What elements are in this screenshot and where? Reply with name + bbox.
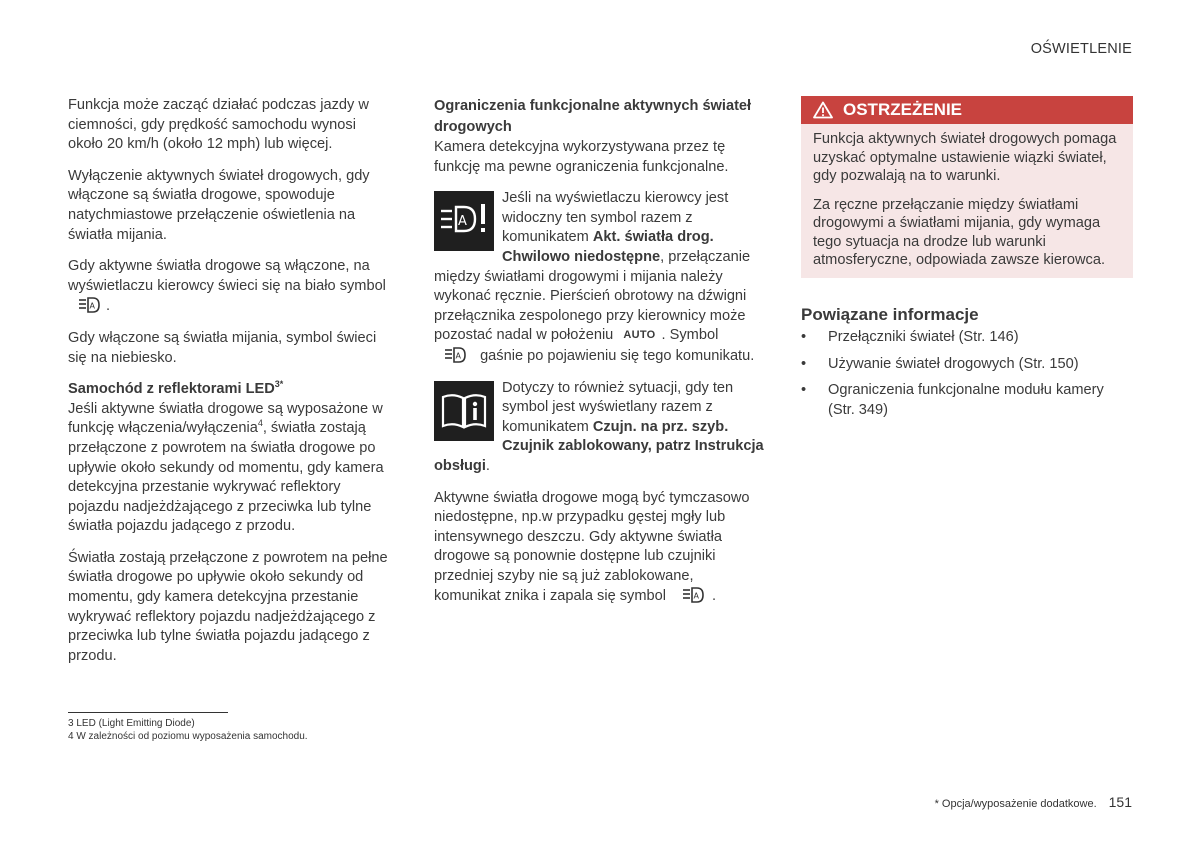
svg-text:A: A bbox=[458, 214, 467, 230]
column-left bbox=[68, 96, 394, 678]
active-high-beam-icon bbox=[444, 346, 466, 364]
section-title: OŚWIETLENIE bbox=[1030, 41, 1132, 57]
page-number: 151 bbox=[1108, 794, 1132, 810]
svg-text:A: A bbox=[455, 351, 461, 361]
svg-text:A: A bbox=[89, 301, 95, 311]
paragraph-text: Gdy aktywne światła drogowe są włączone, na wyświetlaczu kierowcy świeci się na biało symbol bbox=[68, 258, 386, 294]
related-link[interactable]: • Używanie świateł drogowych (Str. 150) bbox=[801, 355, 1133, 375]
warning-paragraph: Za ręczne przełączanie między światłami drogowymi a światłami mijania, gdy wymaga tego sytuacja na drodze lub warunki atmosferyczne, odpowiada zawsze kierowca. bbox=[813, 196, 1106, 268]
optional-equipment-note: * Opcja/wyposażenie dodatkowe. bbox=[934, 798, 1097, 810]
message-text: Akt. światła drog. Chwilowo niedostępne bbox=[502, 229, 714, 265]
footnote-ref: 4 bbox=[257, 418, 263, 429]
subheading-limitations: Ograniczenia funkcjonalne aktywnych świateł drogowych bbox=[434, 98, 752, 135]
related-link[interactable]: • Przełączniki świateł (Str. 146) bbox=[801, 328, 1133, 348]
paragraph-with-icon: Dotyczy to również sytuacji, gdy ten symbol jest wyświetlany razem z komunikatem Czujn. na prz. szyb. Czujnik zablokowany, patrz Instrukcja obsługi. bbox=[434, 379, 764, 474]
paragraph bbox=[68, 257, 394, 317]
paragraph: Gdy włączone są światła mijania, symbol świeci się na niebiesko. bbox=[68, 329, 377, 366]
warning-title: OSTRZEŻENIE bbox=[843, 100, 963, 120]
paragraph: Jeśli aktywne światła drogowe są wyposażone w funkcję włączenia/wyłączenia$^4$, światła zostają przełączone z powrotem na światła drogowe po upływie około sekundy od momentu, gdy kamera detekcyjna przestanie wykrywać reflektory pojazdu nadjeżdżającego z przeciwka lub tylne światła pojazdu jadącego z przodu. bbox=[68, 400, 384, 535]
footnotes bbox=[68, 717, 308, 743]
manual-book-icon bbox=[434, 381, 494, 441]
footnote: 4 W zależności od poziomu wyposażenia samochodu. bbox=[68, 731, 308, 742]
footnote: 3 LED (Light Emitting Diode) bbox=[68, 718, 195, 729]
related-info-title: Powiązane informacje bbox=[801, 304, 979, 324]
paragraph-end: . bbox=[106, 298, 111, 315]
svg-text:A: A bbox=[693, 591, 700, 601]
paragraph: Wyłączenie aktywnych świateł drogowych, gdy włączone są światła drogowe, spowoduje natychmiastowe przełączenie oświetlenia na światła mijania. bbox=[68, 167, 370, 243]
footnote-ref: 3* bbox=[274, 379, 284, 390]
footnote-divider bbox=[68, 712, 228, 713]
related-info-list bbox=[801, 328, 1133, 420]
column-right bbox=[801, 96, 1133, 427]
related-link[interactable]: • Ograniczenia funkcjonalne modułu kamery (Str. 349) bbox=[801, 381, 1133, 420]
subheading-led: Samochód z reflektorami $LED^{3*}$ bbox=[68, 379, 284, 398]
active-high-beam-icon bbox=[78, 296, 100, 314]
warning-body bbox=[801, 124, 1133, 278]
high-beam-warning-icon bbox=[434, 191, 494, 251]
message-text: Czujn. na prz. szyb. Czujnik zablokowany, patrz Instrukcja obsługi bbox=[434, 418, 764, 474]
auto-symbol: AUTO bbox=[623, 329, 656, 342]
paragraph: Światła zostają przełączone z powrotem na pełne światła drogowe po upływie około sekundy od momentu, gdy kamera detekcyjna przestanie wykrywać reflektory pojazdu nadjeżdżającego z przeciwka lub tylne światła pojazdu jadącego z przodu. bbox=[68, 549, 388, 664]
paragraph: Aktywne światła drogowe mogą być tymczasowo niedostępne, np.w przypadku gęstej mgły lub intensywnego deszczu. Gdy aktywne światła drogowe są ponownie dostępne lub czujniki przedniej szyby nie są już zablokowane, komunikat znika i zapala się symbol A . bbox=[434, 489, 750, 605]
warning-header bbox=[801, 96, 1133, 124]
column-middle bbox=[434, 96, 764, 619]
paragraph: Kamera detekcyjna wykorzystywana przez tę funkcję ma pewne ograniczenia funkcjonalne. bbox=[434, 139, 729, 175]
page-footer bbox=[935, 794, 1132, 810]
paragraph: Funkcja może zacząć działać podczas jazdy w ciemności, gdy prędkość samochodu wynosi około 20 km/h (około 12 mph) lub więcej. bbox=[68, 97, 369, 153]
paragraph-with-icon: A Jeśli na wyświetlaczu kierowcy jest widoczny ten symbol razem z komunikatem Akt. światła drog. Chwilowo niedostępne, przełączanie między światłami drogowymi i mijania należy wykonać ręcznie. Pierścień obrotowy na dźwigni przełącznika zespolonego przy kierownicy może pozostać nadal w położeniu AUTO . Symbol A gaśnie po pojawieniu się tego komunikatu. bbox=[434, 190, 755, 364]
active-high-beam-icon bbox=[682, 586, 704, 604]
warning-triangle-icon bbox=[813, 101, 833, 119]
warning-paragraph: Funkcja aktywnych świateł drogowych pomaga uzyskać optymalne ustawienie wiązki świateł, gdy pozwalają na to warunki. bbox=[813, 131, 1117, 184]
